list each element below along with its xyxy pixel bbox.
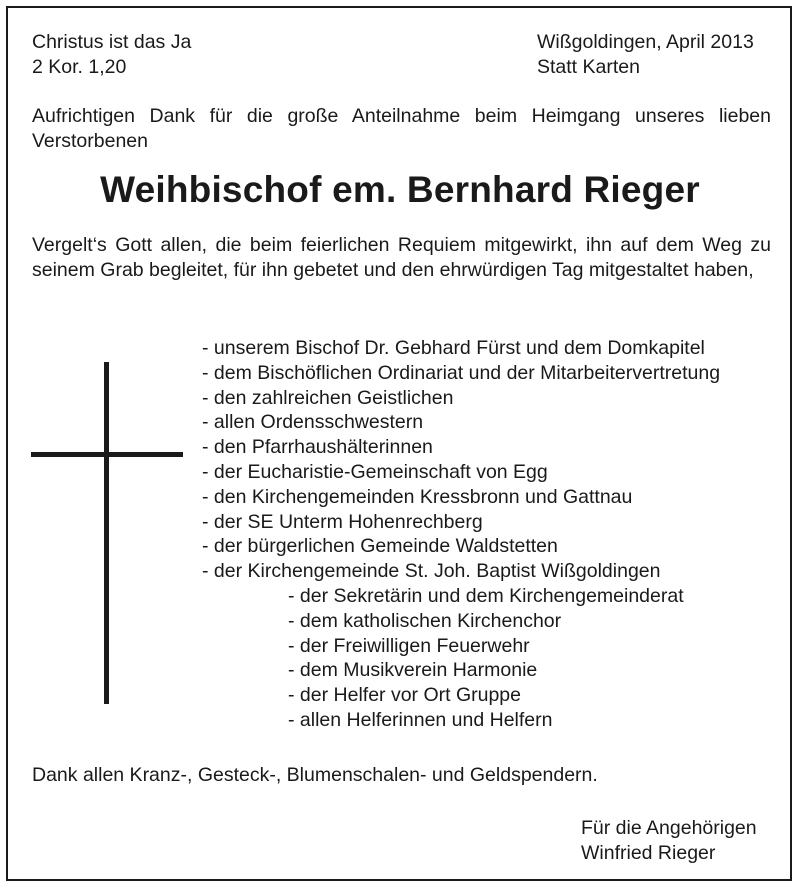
intro-text: Aufrichtigen Dank für die große Anteilnahme beim Heimgang unseres lieben Verstorbenen bbox=[32, 105, 771, 152]
list-item: - dem Bischöflichen Ordinariat und der Mitarbeitervertretung bbox=[202, 361, 721, 384]
verse-reference: 2 Kor. 1,20 bbox=[32, 55, 127, 78]
thanks-list-sub bbox=[288, 584, 684, 733]
list-item: - der SE Unterm Hohenrechberg bbox=[202, 510, 483, 533]
cross-vertical-bar bbox=[104, 362, 109, 704]
bible-verse bbox=[32, 30, 191, 79]
verse-text: Christus ist das Ja bbox=[32, 31, 192, 53]
place-date-block bbox=[537, 30, 754, 79]
list-item: - der bürgerlichen Gemeinde Waldstetten bbox=[202, 535, 558, 558]
signature-block bbox=[581, 816, 757, 865]
list-item: - allen Helferinnen und Helfern bbox=[288, 708, 553, 731]
list-item: - der Helfer vor Ort Gruppe bbox=[288, 684, 521, 707]
donors-thanks: Dank allen Kranz-, Gesteck-, Blumenschalen- und Geldspendern. bbox=[32, 764, 598, 786]
list-item: - allen Ordensschwestern bbox=[202, 411, 424, 434]
list-item: - der Eucharistie-Gemeinschaft von Egg bbox=[202, 460, 548, 483]
cross-horizontal-bar bbox=[31, 452, 183, 457]
no-cards-note: Statt Karten bbox=[537, 55, 640, 78]
list-item: - den Kirchengemeinden Kressbronn und Gattnau bbox=[202, 485, 633, 508]
signature-name: Winfried Rieger bbox=[581, 841, 716, 864]
list-item: - der Kirchengemeinde St. Joh. Baptist Wißgoldingen bbox=[202, 560, 661, 583]
list-item: - unserem Bischof Dr. Gebhard Fürst und dem Domkapitel bbox=[202, 337, 705, 359]
list-item: - dem Musikverein Harmonie bbox=[288, 659, 538, 682]
list-item: - der Freiwilligen Feuerwehr bbox=[288, 634, 530, 657]
list-item: - den zahlreichen Geistlichen bbox=[202, 386, 454, 409]
list-item: - dem katholischen Kirchenchor bbox=[288, 609, 562, 632]
thanks-list-main bbox=[202, 336, 720, 584]
thanks-paragraph: Vergelt‘s Gott allen, die beim feierlichen Requiem mitgewirkt, ihn auf dem Weg zu seinem Grab begleitet, für ihn gebetet und den ehrwürdigen Tag mitgestaltet haben, bbox=[32, 234, 771, 281]
place-date: Wißgoldingen, April 2013 bbox=[537, 31, 754, 53]
signature-label: Für die Angehörigen bbox=[581, 817, 757, 839]
deceased-name: Weihbischof em. Bernhard Rieger bbox=[100, 169, 700, 210]
list-item: - der Sekretärin und dem Kirchengemeinderat bbox=[288, 585, 684, 607]
list-item: - den Pfarrhaushälterinnen bbox=[202, 436, 433, 459]
